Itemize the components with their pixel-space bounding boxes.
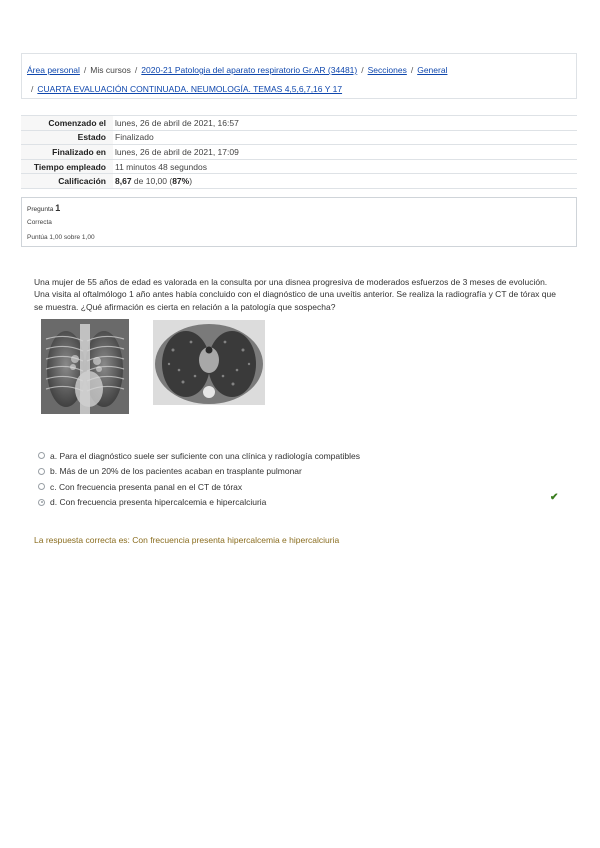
answer-options bbox=[38, 448, 568, 510]
question-number bbox=[27, 203, 60, 213]
answer-option-d[interactable] bbox=[38, 495, 568, 511]
question-text: Una mujer de 55 años de edad es valorada en la consulta por una disnea progresiva de moderados esfuerzos de 3 meses de evolución. Una visita al oftalmólogo 1 año antes había concluido con el diagnóstico de una uveítis anterior. Se realiza la radiografía y CT de tórax que se muestra. ¿Qué afirmación es cierta en relación a la patología que sospecha? bbox=[34, 277, 556, 312]
summary-row bbox=[21, 145, 577, 160]
grade-end: ) bbox=[189, 176, 193, 187]
breadcrumb-separator: / bbox=[31, 84, 34, 94]
breadcrumb-course[interactable]: 2020-21 Patologia del aparato respiratorio Gr.AR (34481) bbox=[141, 65, 358, 75]
answer-label: a. Para el diagnóstico suele ser suficiente con una clínica y radiología compatibles bbox=[50, 450, 360, 461]
question-info bbox=[21, 197, 577, 247]
question-number-value: 1 bbox=[55, 203, 61, 213]
grade-mid: de 10,00 ( bbox=[133, 176, 173, 187]
chest-ct-image bbox=[153, 320, 265, 405]
answer-label: b. Más de un 20% de los pacientes acaban en trasplante pulmonar bbox=[50, 466, 302, 477]
answer-label: d. Con frecuencia presenta hipercalcemia e hipercalciuria bbox=[50, 497, 267, 508]
breadcrumb-general[interactable]: General bbox=[417, 65, 448, 75]
breadcrumb-area-personal[interactable]: Área personal bbox=[27, 65, 80, 75]
summary-row bbox=[21, 116, 577, 131]
attempt-summary bbox=[21, 115, 577, 189]
chest-xray-image bbox=[41, 319, 129, 414]
summary-row bbox=[21, 130, 577, 145]
summary-value: lunes, 26 de abril de 2021, 16:57 bbox=[115, 117, 239, 128]
breadcrumb-line bbox=[27, 65, 447, 75]
summary-value: lunes, 26 de abril de 2021, 17:09 bbox=[115, 146, 239, 157]
breadcrumb-secciones[interactable]: Secciones bbox=[367, 65, 407, 75]
breadcrumb-line bbox=[27, 84, 342, 94]
summary-label: Comenzado el bbox=[21, 116, 113, 131]
grade-percent: 87% bbox=[172, 176, 190, 187]
breadcrumb-separator: / bbox=[134, 65, 138, 75]
answer-option-c[interactable] bbox=[38, 479, 568, 495]
breadcrumb-separator: / bbox=[83, 65, 87, 75]
summary-row bbox=[21, 159, 577, 174]
breadcrumb-separator: / bbox=[410, 65, 414, 75]
check-icon: ✔ bbox=[550, 492, 559, 503]
radio-button[interactable] bbox=[38, 452, 45, 459]
summary-value: 11 minutos 48 segundos bbox=[115, 161, 207, 172]
summary-label: Finalizado en bbox=[21, 145, 113, 160]
summary-row-grade bbox=[21, 174, 577, 189]
breadcrumb bbox=[21, 53, 577, 99]
summary-label: Estado bbox=[21, 130, 113, 145]
grade-score: 8,67 bbox=[115, 176, 132, 187]
question-number-label: Pregunta bbox=[27, 206, 54, 213]
answer-option-a[interactable] bbox=[38, 448, 568, 464]
summary-label: Tiempo empleado bbox=[21, 159, 113, 174]
question-mark: Puntúa 1,00 sobre 1,00 bbox=[27, 234, 95, 241]
correct-answer-feedback: La respuesta correcta es: Con frecuencia presenta hipercalcemia e hipercalciuria bbox=[34, 535, 340, 545]
radio-button[interactable] bbox=[38, 468, 45, 475]
radio-button-selected[interactable] bbox=[38, 499, 45, 506]
grade-label: Calificación bbox=[21, 174, 113, 189]
radio-button[interactable] bbox=[38, 483, 45, 490]
answer-option-b[interactable] bbox=[38, 464, 568, 480]
grade-value bbox=[113, 174, 577, 189]
question-state: Correcta bbox=[27, 219, 52, 226]
breadcrumb-separator: / bbox=[361, 65, 364, 75]
answer-label: c. Con frecuencia presenta panal en el CT de tórax bbox=[50, 481, 243, 492]
summary-value: Finalizado bbox=[115, 132, 154, 143]
breadcrumb-quiz[interactable]: CUARTA EVALUACIÓN CONTINUADA. NEUMOLOGÍA. TEMAS 4,5,6,7,16 Y 17 bbox=[37, 84, 343, 94]
breadcrumb-mis-cursos: Mis cursos bbox=[90, 65, 131, 75]
